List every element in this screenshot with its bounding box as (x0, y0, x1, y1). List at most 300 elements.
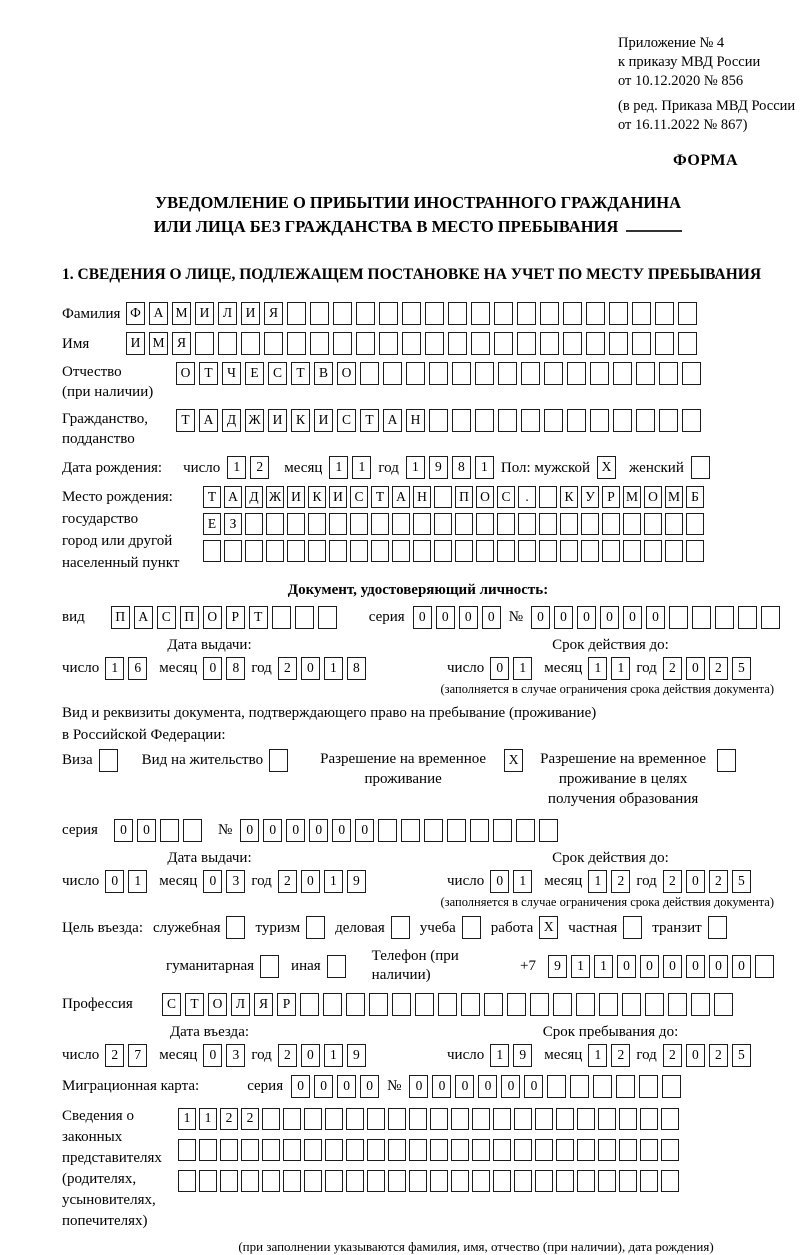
cell[interactable] (622, 993, 641, 1016)
cell[interactable] (655, 302, 674, 325)
cell[interactable]: 9 (347, 870, 366, 893)
cell[interactable]: 2 (611, 1044, 630, 1067)
cell[interactable]: 0 (105, 870, 124, 893)
cell[interactable] (686, 540, 704, 562)
cell[interactable]: 1 (128, 870, 147, 893)
cell[interactable] (686, 513, 704, 535)
cell[interactable]: О (176, 362, 195, 385)
cell[interactable]: Н (413, 486, 431, 508)
cell[interactable] (598, 1170, 616, 1192)
cell[interactable]: 0 (291, 1075, 310, 1098)
cell[interactable]: 0 (203, 870, 222, 893)
cell[interactable]: 1 (105, 657, 124, 680)
cell[interactable] (717, 749, 736, 772)
cell[interactable]: Т (199, 362, 218, 385)
purpose-humanitarian-checkbox[interactable] (260, 955, 279, 978)
cell[interactable] (619, 1170, 637, 1192)
cell[interactable] (645, 993, 664, 1016)
cell[interactable]: 0 (686, 1044, 705, 1067)
residence-expiry-day-cells[interactable] (490, 870, 532, 893)
cell[interactable] (160, 819, 179, 842)
cell[interactable] (514, 1108, 532, 1130)
cell[interactable] (199, 1139, 217, 1161)
cell[interactable]: 9 (429, 456, 448, 479)
cell[interactable] (178, 1139, 196, 1161)
cell[interactable] (383, 362, 402, 385)
cell[interactable]: А (392, 486, 410, 508)
identity-doc-series-cells[interactable] (413, 606, 501, 629)
cell[interactable]: А (149, 302, 168, 325)
residence-permit-checkbox[interactable] (269, 749, 288, 772)
cell[interactable]: 0 (286, 819, 305, 842)
cell[interactable] (308, 513, 326, 535)
cell[interactable]: В (314, 362, 333, 385)
cell[interactable] (636, 409, 655, 432)
cell[interactable] (632, 302, 651, 325)
cell[interactable]: К (308, 486, 326, 508)
cell[interactable] (498, 362, 517, 385)
cell[interactable] (310, 332, 329, 355)
cell[interactable] (498, 409, 517, 432)
cell[interactable] (461, 993, 480, 1016)
purpose-private-checkbox[interactable] (623, 916, 642, 939)
cell[interactable]: И (195, 302, 214, 325)
cell[interactable] (593, 1075, 612, 1098)
cell[interactable]: 0 (137, 819, 156, 842)
cell[interactable]: 0 (360, 1075, 379, 1098)
cell[interactable]: И (287, 486, 305, 508)
cell[interactable] (448, 302, 467, 325)
cell[interactable]: Н (406, 409, 425, 432)
cell[interactable]: 1 (571, 955, 590, 978)
phone-cells[interactable] (548, 955, 774, 978)
cell[interactable] (708, 916, 727, 939)
cell[interactable]: М (172, 302, 191, 325)
cell[interactable] (367, 1108, 385, 1130)
cell[interactable] (325, 1139, 343, 1161)
cell[interactable]: 0 (309, 819, 328, 842)
cell[interactable] (516, 819, 535, 842)
cell[interactable]: 0 (332, 819, 351, 842)
cell[interactable] (476, 513, 494, 535)
cell[interactable] (356, 332, 375, 355)
cell[interactable] (272, 606, 291, 629)
cell[interactable] (287, 540, 305, 562)
identity-issue-month-cells[interactable] (203, 657, 245, 680)
cell[interactable]: 1 (324, 1044, 343, 1067)
cell[interactable] (266, 540, 284, 562)
cell[interactable]: С (497, 486, 515, 508)
cell[interactable] (241, 332, 260, 355)
cell[interactable]: Т (371, 486, 389, 508)
cell[interactable] (472, 1108, 490, 1130)
cell[interactable] (659, 409, 678, 432)
cell[interactable] (692, 606, 711, 629)
cell[interactable] (325, 1170, 343, 1192)
cell[interactable] (346, 1139, 364, 1161)
cell[interactable]: 9 (548, 955, 567, 978)
cell[interactable]: 1 (178, 1108, 196, 1130)
cell[interactable] (640, 1139, 658, 1161)
cell[interactable] (539, 819, 558, 842)
cell[interactable]: А (134, 606, 153, 629)
cell[interactable]: 0 (314, 1075, 333, 1098)
cell[interactable] (598, 1139, 616, 1161)
cell[interactable]: 0 (413, 606, 432, 629)
cell[interactable] (609, 302, 628, 325)
cell[interactable] (623, 513, 641, 535)
identity-expiry-day-cells[interactable] (490, 657, 532, 680)
cell[interactable] (287, 332, 306, 355)
given-name-cells[interactable] (126, 332, 697, 355)
cell[interactable]: Ж (266, 486, 284, 508)
stay-until-month-cells[interactable] (588, 1044, 630, 1067)
cell[interactable] (544, 409, 563, 432)
cell[interactable] (493, 819, 512, 842)
cell[interactable] (598, 1108, 616, 1130)
purpose-transit-checkbox[interactable] (708, 916, 727, 939)
cell[interactable] (563, 302, 582, 325)
cell[interactable] (333, 332, 352, 355)
migration-card-series-cells[interactable] (291, 1075, 379, 1098)
cell[interactable]: 1 (227, 456, 246, 479)
cell[interactable] (406, 362, 425, 385)
cell[interactable]: X (539, 916, 558, 939)
cell[interactable]: 0 (203, 657, 222, 680)
cell[interactable] (218, 332, 237, 355)
cell[interactable] (262, 1108, 280, 1130)
cell[interactable]: Т (360, 409, 379, 432)
cell[interactable] (409, 1108, 427, 1130)
cell[interactable] (462, 916, 481, 939)
cell[interactable]: 0 (732, 955, 751, 978)
cell[interactable]: 1 (588, 657, 607, 680)
purpose-other-checkbox[interactable] (327, 955, 346, 978)
identity-issue-day-cells[interactable] (105, 657, 147, 680)
cell[interactable] (577, 1139, 595, 1161)
cell[interactable] (553, 993, 572, 1016)
cell[interactable]: 3 (226, 1044, 245, 1067)
cell[interactable] (518, 540, 536, 562)
cell[interactable]: 3 (226, 870, 245, 893)
cell[interactable] (199, 1170, 217, 1192)
cell[interactable] (761, 606, 780, 629)
cell[interactable] (415, 993, 434, 1016)
cell[interactable] (484, 993, 503, 1016)
cell[interactable] (429, 362, 448, 385)
citizenship-cells[interactable] (176, 409, 701, 432)
cell[interactable]: 0 (301, 1044, 320, 1067)
cell[interactable] (434, 486, 452, 508)
surname-cells[interactable] (126, 302, 697, 325)
cell[interactable] (283, 1108, 301, 1130)
cell[interactable]: О (337, 362, 356, 385)
cell[interactable] (392, 513, 410, 535)
cell[interactable]: Л (218, 302, 237, 325)
cell[interactable] (544, 362, 563, 385)
cell[interactable] (623, 916, 642, 939)
cell[interactable]: Ч (222, 362, 241, 385)
cell[interactable] (318, 606, 337, 629)
cell[interactable]: 2 (220, 1108, 238, 1130)
cell[interactable] (226, 916, 245, 939)
legal-rep-cells-row2[interactable] (178, 1139, 679, 1161)
cell[interactable] (369, 993, 388, 1016)
cell[interactable]: 0 (355, 819, 374, 842)
cell[interactable] (283, 1170, 301, 1192)
cell[interactable]: 5 (732, 657, 751, 680)
birth-place-cells-row1[interactable] (203, 486, 704, 508)
cell[interactable]: 0 (455, 1075, 474, 1098)
cell[interactable] (434, 540, 452, 562)
cell[interactable]: 2 (663, 657, 682, 680)
cell[interactable] (304, 1108, 322, 1130)
cell[interactable] (581, 513, 599, 535)
cell[interactable] (493, 1108, 511, 1130)
cell[interactable]: 8 (226, 657, 245, 680)
birth-place-cells-row3[interactable] (203, 540, 704, 562)
cell[interactable]: Д (245, 486, 263, 508)
cell[interactable]: 1 (490, 1044, 509, 1067)
cell[interactable]: 0 (686, 870, 705, 893)
purpose-official-checkbox[interactable] (226, 916, 245, 939)
cell[interactable] (430, 1170, 448, 1192)
cell[interactable] (178, 1170, 196, 1192)
cell[interactable]: О (203, 606, 222, 629)
cell[interactable] (682, 362, 701, 385)
cell[interactable]: Ф (126, 302, 145, 325)
identity-doc-number-cells[interactable] (531, 606, 780, 629)
cell[interactable] (269, 749, 288, 772)
cell[interactable] (507, 993, 526, 1016)
cell[interactable] (379, 332, 398, 355)
cell[interactable] (425, 302, 444, 325)
cell[interactable] (283, 1139, 301, 1161)
migration-card-number-cells[interactable] (409, 1075, 681, 1098)
purpose-work-checkbox[interactable] (539, 916, 558, 939)
cell[interactable] (260, 955, 279, 978)
cell[interactable]: 0 (240, 819, 259, 842)
cell[interactable]: А (224, 486, 242, 508)
cell[interactable] (535, 1170, 553, 1192)
cell[interactable] (430, 1108, 448, 1130)
cell[interactable] (475, 362, 494, 385)
cell[interactable] (581, 540, 599, 562)
cell[interactable] (262, 1139, 280, 1161)
cell[interactable] (367, 1139, 385, 1161)
cell[interactable] (577, 1108, 595, 1130)
cell[interactable] (613, 362, 632, 385)
cell[interactable]: 0 (432, 1075, 451, 1098)
cell[interactable] (567, 362, 586, 385)
cell[interactable]: Е (245, 362, 264, 385)
cell[interactable] (530, 993, 549, 1016)
cell[interactable] (518, 513, 536, 535)
cell[interactable] (371, 540, 389, 562)
cell[interactable] (539, 486, 557, 508)
cell[interactable]: 0 (554, 606, 573, 629)
cell[interactable] (661, 1170, 679, 1192)
cell[interactable]: О (644, 486, 662, 508)
cell[interactable] (438, 993, 457, 1016)
cell[interactable]: 1 (513, 657, 532, 680)
entry-day-cells[interactable] (105, 1044, 147, 1067)
cell[interactable] (563, 332, 582, 355)
cell[interactable] (413, 513, 431, 535)
cell[interactable] (401, 819, 420, 842)
cell[interactable] (447, 819, 466, 842)
cell[interactable] (300, 993, 319, 1016)
cell[interactable] (521, 362, 540, 385)
cell[interactable] (451, 1170, 469, 1192)
cell[interactable] (535, 1139, 553, 1161)
purpose-tourism-checkbox[interactable] (306, 916, 325, 939)
cell[interactable] (570, 1075, 589, 1098)
cell[interactable]: Т (291, 362, 310, 385)
cell[interactable] (323, 993, 342, 1016)
cell[interactable]: 0 (686, 657, 705, 680)
residence-expiry-year-cells[interactable] (663, 870, 751, 893)
cell[interactable] (429, 409, 448, 432)
cell[interactable] (388, 1139, 406, 1161)
legal-rep-cells-row1[interactable] (178, 1108, 679, 1130)
cell[interactable] (665, 513, 683, 535)
cell[interactable]: 2 (663, 870, 682, 893)
cell[interactable] (388, 1108, 406, 1130)
cell[interactable]: 0 (623, 606, 642, 629)
cell[interactable]: 0 (482, 606, 501, 629)
purpose-business-checkbox[interactable] (391, 916, 410, 939)
female-checkbox[interactable] (691, 456, 710, 479)
cell[interactable]: 1 (475, 456, 494, 479)
cell[interactable]: Р (226, 606, 245, 629)
cell[interactable] (514, 1170, 532, 1192)
cell[interactable]: 2 (709, 870, 728, 893)
cell[interactable]: П (455, 486, 473, 508)
cell[interactable]: 2 (663, 1044, 682, 1067)
cell[interactable] (632, 332, 651, 355)
cell[interactable]: 8 (347, 657, 366, 680)
cell[interactable]: Я (254, 993, 273, 1016)
cell[interactable]: 2 (709, 1044, 728, 1067)
cell[interactable] (655, 332, 674, 355)
cell[interactable]: 0 (663, 955, 682, 978)
cell[interactable]: 2 (611, 870, 630, 893)
birth-month-cells[interactable] (329, 456, 371, 479)
cell[interactable]: К (560, 486, 578, 508)
cell[interactable] (203, 540, 221, 562)
residence-issue-year-cells[interactable] (278, 870, 366, 893)
cell[interactable]: 1 (406, 456, 425, 479)
cell[interactable] (669, 606, 688, 629)
profession-cells[interactable] (162, 993, 733, 1016)
cell[interactable]: 0 (640, 955, 659, 978)
cell[interactable] (470, 819, 489, 842)
cell[interactable] (409, 1139, 427, 1161)
cell[interactable]: Р (277, 993, 296, 1016)
cell[interactable]: 0 (409, 1075, 428, 1098)
cell[interactable] (350, 540, 368, 562)
cell[interactable]: 2 (278, 1044, 297, 1067)
cell[interactable]: 5 (732, 870, 751, 893)
cell[interactable]: М (149, 332, 168, 355)
cell[interactable] (472, 1139, 490, 1161)
cell[interactable]: 0 (490, 870, 509, 893)
cell[interactable] (346, 1170, 364, 1192)
cell[interactable] (195, 332, 214, 355)
cell[interactable] (602, 513, 620, 535)
cell[interactable]: Д (222, 409, 241, 432)
identity-expiry-year-cells[interactable] (663, 657, 751, 680)
cell[interactable] (388, 1170, 406, 1192)
cell[interactable] (497, 513, 515, 535)
cell[interactable] (475, 409, 494, 432)
cell[interactable] (639, 1075, 658, 1098)
cell[interactable] (535, 1108, 553, 1130)
cell[interactable] (714, 993, 733, 1016)
cell[interactable] (517, 302, 536, 325)
cell[interactable]: 1 (588, 1044, 607, 1067)
cell[interactable] (329, 513, 347, 535)
cell[interactable] (738, 606, 757, 629)
cell[interactable]: Я (264, 302, 283, 325)
identity-doc-type-cells[interactable] (111, 606, 337, 629)
cell[interactable]: 8 (452, 456, 471, 479)
cell[interactable]: 1 (324, 657, 343, 680)
cell[interactable]: Т (185, 993, 204, 1016)
cell[interactable]: Ж (245, 409, 264, 432)
cell[interactable] (220, 1139, 238, 1161)
cell[interactable] (346, 1108, 364, 1130)
cell[interactable]: 0 (263, 819, 282, 842)
cell[interactable] (329, 540, 347, 562)
cell[interactable]: 0 (577, 606, 596, 629)
cell[interactable]: 1 (199, 1108, 217, 1130)
cell[interactable] (668, 993, 687, 1016)
cell[interactable]: 9 (513, 1044, 532, 1067)
cell[interactable]: Е (203, 513, 221, 535)
cell[interactable] (609, 332, 628, 355)
cell[interactable] (327, 955, 346, 978)
cell[interactable] (448, 332, 467, 355)
cell[interactable] (424, 819, 443, 842)
cell[interactable] (451, 1139, 469, 1161)
cell[interactable] (590, 409, 609, 432)
cell[interactable] (560, 513, 578, 535)
cell[interactable]: Т (203, 486, 221, 508)
cell[interactable]: 0 (600, 606, 619, 629)
cell[interactable] (539, 513, 557, 535)
identity-expiry-month-cells[interactable] (588, 657, 630, 680)
cell[interactable]: А (383, 409, 402, 432)
residence-expiry-month-cells[interactable] (588, 870, 630, 893)
cell[interactable]: Т (176, 409, 195, 432)
cell[interactable]: О (476, 486, 494, 508)
cell[interactable] (241, 1170, 259, 1192)
cell[interactable] (678, 302, 697, 325)
cell[interactable] (521, 409, 540, 432)
cell[interactable] (430, 1139, 448, 1161)
cell[interactable] (661, 1139, 679, 1161)
cell[interactable]: Т (249, 606, 268, 629)
cell[interactable] (99, 749, 118, 772)
cell[interactable] (379, 302, 398, 325)
entry-month-cells[interactable] (203, 1044, 245, 1067)
cell[interactable]: 7 (128, 1044, 147, 1067)
male-checkbox[interactable] (597, 456, 616, 479)
cell[interactable]: 0 (524, 1075, 543, 1098)
cell[interactable] (547, 1075, 566, 1098)
